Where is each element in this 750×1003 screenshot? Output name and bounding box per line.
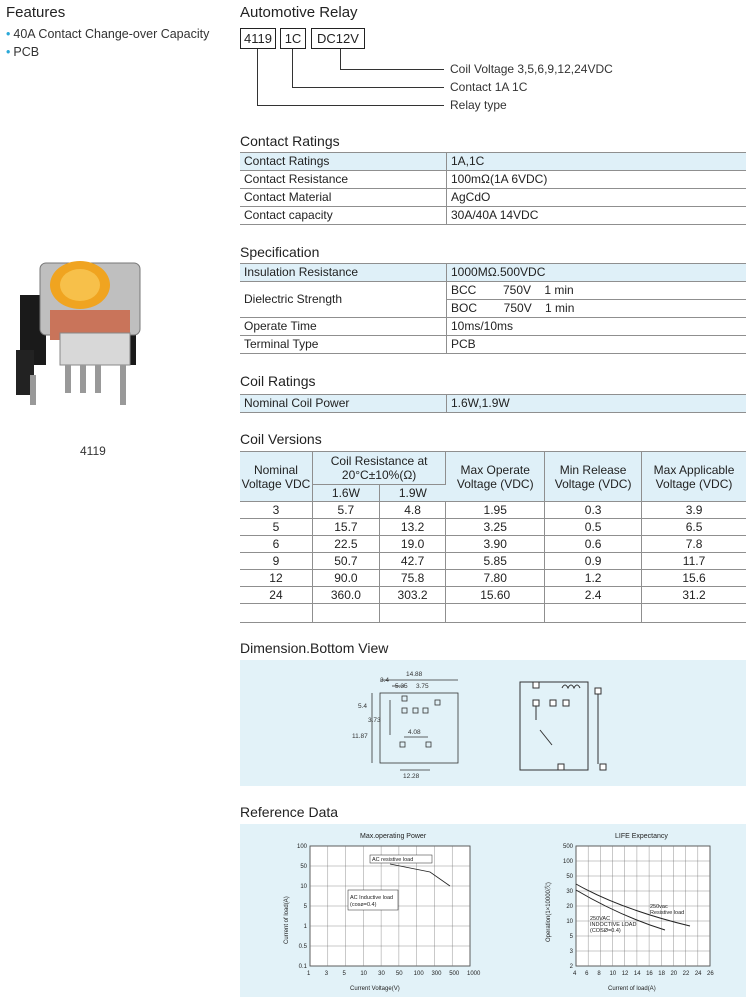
table-row: Dielectric Strength BCC 750V 1 min [240, 282, 746, 300]
tick-label: 20 [566, 904, 573, 910]
table-cell: 0.3 [545, 502, 642, 519]
code-relay-type: 4119 [240, 28, 276, 49]
table-cell: 90.0 [312, 570, 379, 587]
tick-label: 4 [573, 971, 577, 977]
tick-label: 3 [569, 949, 573, 955]
code-coil-voltage: DC12V [311, 28, 365, 49]
tick-label: 500 [562, 844, 573, 850]
table-row [240, 519, 746, 536]
table-cell: 6.5 [642, 519, 746, 536]
svg-text:5.4: 5.4 [358, 703, 368, 710]
col-header-1-6w: 1.6W [312, 485, 379, 502]
svg-text:5.35: 5.35 [395, 683, 408, 690]
table-cell: 42.7 [379, 553, 445, 570]
tick-label: 100 [562, 859, 573, 865]
table-cell [312, 604, 379, 623]
tick-label: 1000 [467, 971, 481, 977]
col-header-1-9w: 1.9W [379, 485, 445, 502]
svg-text:3.4: 3.4 [380, 677, 390, 684]
chart-annotation: 250vac [650, 904, 668, 910]
svg-text:12.28: 12.28 [403, 773, 420, 780]
table-cell: 5.7 [312, 502, 379, 519]
table-row: Contact capacity 30A/40A 14VDC [240, 207, 746, 225]
table-row: Operate Time 10ms/10ms [240, 318, 746, 336]
tick-label: 20 [670, 971, 678, 977]
col-header-max-operate: Max Operate Voltage (VDC) [446, 452, 545, 502]
tick-label: 10 [360, 971, 368, 977]
chart-annotation: AC resistive load [372, 857, 414, 863]
dimension-title: Dimension.Bottom View [240, 640, 389, 656]
reference-title: Reference Data [240, 804, 339, 820]
table-cell [379, 604, 445, 623]
table-cell: 11.7 [642, 553, 746, 570]
tick-label: 500 [449, 971, 460, 977]
table-row: Terminal Type PCB [240, 336, 746, 354]
code-label-type: Relay type [450, 98, 507, 112]
table-row [240, 502, 746, 519]
bullet-icon: • [6, 45, 11, 59]
tick-label: 22 [682, 971, 690, 977]
col-header-min-release: Min Release Voltage (VDC) [545, 452, 642, 502]
code-contact: 1C [280, 28, 306, 49]
bullet-icon: • [6, 27, 11, 41]
tick-label: 14 [633, 971, 641, 977]
table-cell: 0.9 [545, 553, 642, 570]
table-row: Contact Material AgCdO [240, 189, 746, 207]
max-operating-power-chart [280, 824, 490, 997]
table-cell [446, 604, 545, 623]
table-cell: 5 [240, 519, 312, 536]
tick-label: 8 [597, 971, 601, 977]
tick-label: 24 [694, 971, 702, 977]
table-row: Contact Resistance 100mΩ(1A 6VDC) [240, 171, 746, 189]
table-cell: 3.90 [446, 536, 545, 553]
tick-label: 5 [569, 934, 573, 940]
table-cell [240, 604, 312, 623]
table-cell: 1.2 [545, 570, 642, 587]
table-row: Insulation Resistance 1000MΩ.500VDC [240, 264, 746, 282]
table-cell: 15.7 [312, 519, 379, 536]
chart-ylabel: Current of load(A) [284, 896, 290, 944]
table-cell: 13.2 [379, 519, 445, 536]
dimension-drawing [240, 660, 746, 786]
svg-text:3.75: 3.75 [416, 683, 429, 690]
table-cell: 4.8 [379, 502, 445, 519]
coil-ratings-title: Coil Ratings [240, 373, 316, 389]
tick-label: 30 [566, 889, 573, 895]
chart-annotation: INDOCTIVE LOAD [590, 922, 637, 928]
chart-title: LIFE Expectancy [615, 833, 668, 840]
table-cell: 3 [240, 502, 312, 519]
chart-annotation: AC Inductive load [350, 895, 394, 901]
table-cell: 303.2 [379, 587, 445, 604]
product-label: 4119 [80, 444, 106, 458]
svg-text:4.08: 4.08 [408, 729, 421, 736]
chart-xlabel: Current of load(A) [608, 986, 656, 992]
table-cell: 5.85 [446, 553, 545, 570]
table-cell: 6 [240, 536, 312, 553]
tick-label: 0.5 [298, 944, 307, 950]
table-row [240, 604, 746, 623]
table-cell: 3.25 [446, 519, 545, 536]
tick-label: 16 [646, 971, 653, 977]
tick-label: 50 [566, 874, 573, 880]
tick-label: 2 [569, 964, 573, 970]
table-cell: 2.4 [545, 587, 642, 604]
table-cell: 0.5 [545, 519, 642, 536]
tick-label: 10 [300, 884, 307, 890]
table-cell: 360.0 [312, 587, 379, 604]
chart-title: Max.operating Power [360, 833, 427, 840]
table-cell: 15.60 [446, 587, 545, 604]
tick-label: 100 [413, 971, 424, 977]
tick-label: 0.1 [298, 964, 307, 970]
tick-label: 3 [324, 971, 329, 977]
table-cell: 15.6 [642, 570, 746, 587]
svg-text:11.87: 11.87 [352, 733, 368, 740]
dimension-panel [240, 660, 746, 786]
table-row: BOC 750V 1 min [240, 300, 746, 318]
chart-ylabel: Operation(1×10000次) [546, 882, 552, 942]
coil-versions-table [240, 451, 746, 623]
svg-text:14.88: 14.88 [406, 671, 423, 678]
chart-xlabel: Current Voltage(V) [350, 986, 400, 992]
tick-label: 50 [300, 864, 307, 870]
col-header-resistance: Coil Resistance at 20°C±10%(Ω) [312, 452, 445, 485]
chart-annotation: 250VAC [590, 916, 611, 922]
feature-item: • PCB [6, 45, 40, 59]
tick-label: 50 [395, 971, 403, 977]
tick-label: 6 [585, 971, 589, 977]
code-label-contact: Contact 1A 1C [450, 80, 528, 94]
chart-annotation: (cosø=0.4) [350, 902, 377, 908]
contact-ratings-table [240, 152, 746, 225]
table-row: Contact Ratings 1A,1C [240, 153, 746, 171]
table-cell: 7.8 [642, 536, 746, 553]
tick-label: 10 [609, 971, 617, 977]
table-row: Nominal Coil Power 1.6W,1.9W [240, 395, 746, 413]
tick-label: 5 [342, 971, 346, 977]
table-row [240, 536, 746, 553]
tick-label: 300 [431, 971, 442, 977]
svg-text:3.73: 3.73 [368, 717, 381, 724]
coil-versions-title: Coil Versions [240, 431, 322, 447]
table-cell: 1.95 [446, 502, 545, 519]
tick-label: 100 [296, 844, 307, 850]
tick-label: 26 [707, 971, 714, 977]
chart-annotation: (COSØ=0.4) [590, 928, 621, 934]
table-cell: 31.2 [642, 587, 746, 604]
chart-annotation: Resistive load [650, 910, 685, 916]
relay-title: Automotive Relay [240, 4, 358, 21]
table-cell: 24 [240, 587, 312, 604]
tick-label: 1 [303, 924, 307, 930]
table-row [240, 587, 746, 604]
table-cell: 75.8 [379, 570, 445, 587]
tick-label: 18 [658, 971, 665, 977]
table-cell: 12 [240, 570, 312, 587]
table-cell: 19.0 [379, 536, 445, 553]
tick-label: 1 [307, 971, 311, 977]
table-cell: 22.5 [312, 536, 379, 553]
table-cell: 9 [240, 553, 312, 570]
tick-label: 12 [621, 971, 629, 977]
table-cell: 50.7 [312, 553, 379, 570]
tick-label: 10 [566, 919, 573, 925]
table-cell: 7.80 [446, 570, 545, 587]
feature-item: • 40A Contact Change-over Capacity [6, 27, 210, 41]
relay-product-image [10, 255, 170, 415]
specification-table [240, 263, 746, 354]
contact-ratings-title: Contact Ratings [240, 133, 340, 149]
table-cell [642, 604, 746, 623]
col-header-nominal: Nominal Voltage VDC [240, 452, 312, 502]
table-cell: 3.9 [642, 502, 746, 519]
features-title: Features [6, 4, 66, 21]
coil-ratings-table [240, 394, 746, 413]
tick-label: 30 [378, 971, 385, 977]
table-cell [545, 604, 642, 623]
table-row [240, 553, 746, 570]
reference-panel [240, 824, 746, 997]
table-cell: 0.6 [545, 536, 642, 553]
tick-label: 5 [303, 904, 307, 910]
table-row [240, 570, 746, 587]
life-expectancy-chart [540, 824, 746, 997]
specification-title: Specification [240, 244, 320, 260]
code-label-coil: Coil Voltage 3,5,6,9,12,24VDC [450, 62, 613, 76]
col-header-max-applicable: Max Applicable Voltage (VDC) [642, 452, 746, 502]
